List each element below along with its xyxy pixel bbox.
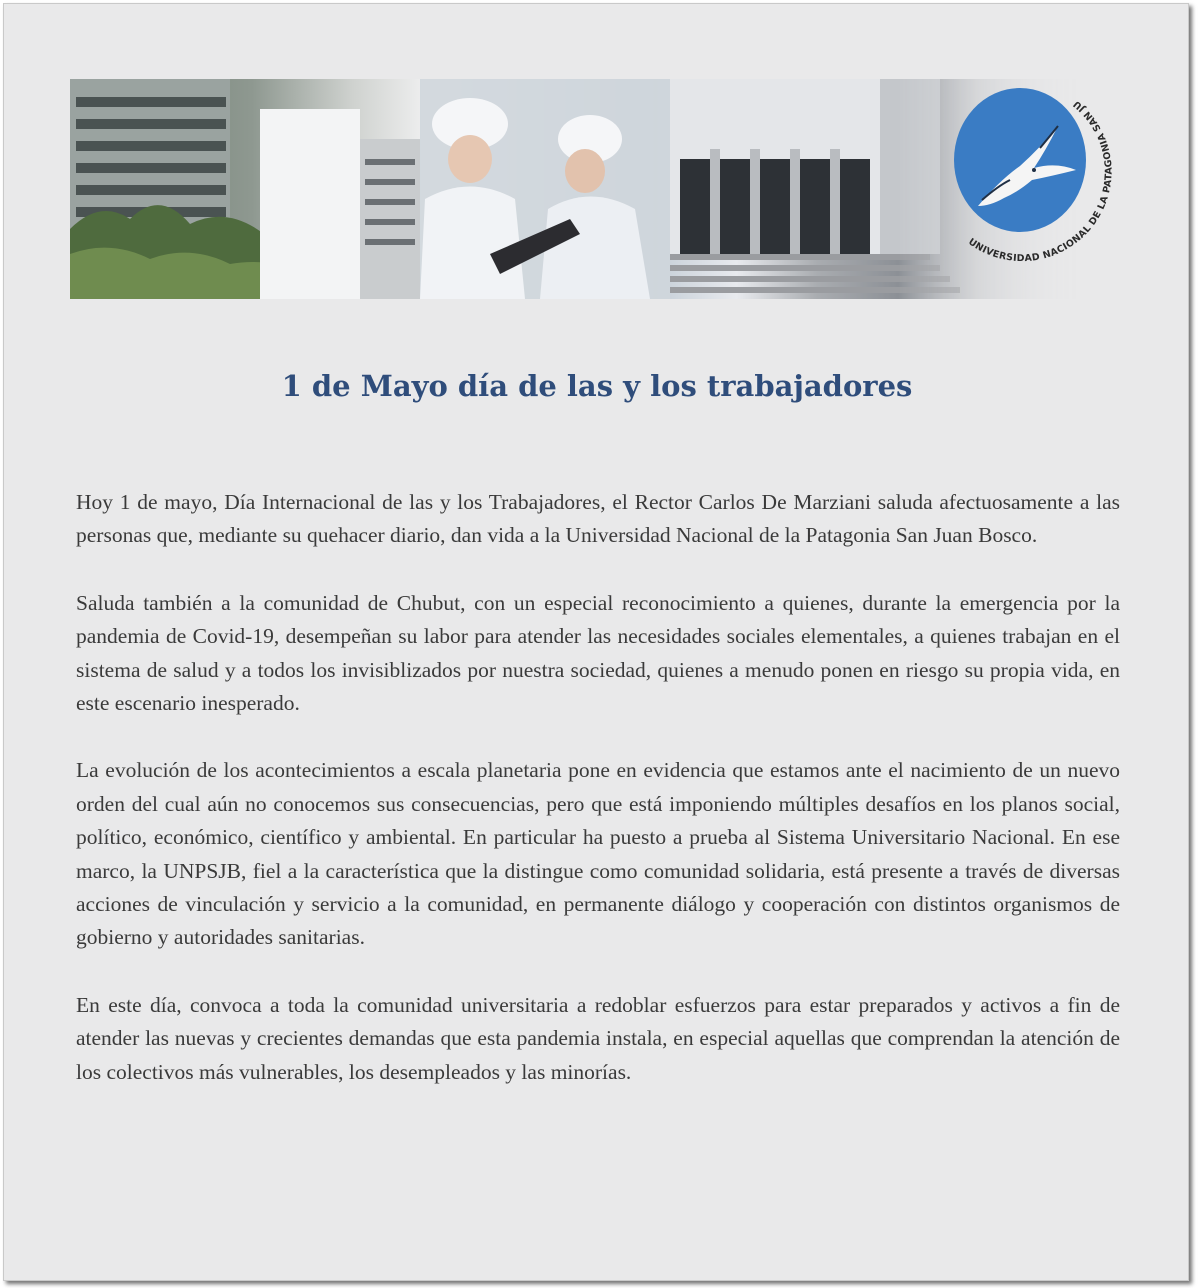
paragraph-context: La evolución de los acontecimientos a escala planetaria pone en evidencia que estamos ante el nacimiento de un nuevo orden del cual aún no conocemos sus consecuencias, pero que está imponiendo múltiples desafíos en los planos social, político, económico, científico y ambiental. En particular ha puesto a prueba al Sistema Universitario Nacional. En ese marco, la UNPSJB, fiel a la característica que la distingue como comunidad solidaria, está presente a través de diversas acciones de vinculación y servicio a la comunidad, en permanente diálogo y cooperación con distintos organismos de gobierno y autoridades sanitarias. xyxy=(76,758,1120,950)
document-page xyxy=(3,3,1189,1281)
header-banner xyxy=(70,75,1085,299)
logo-text: UNIVERSIDAD NACIONAL DE LA PATAGONIA SAN JU xyxy=(966,98,1115,265)
paragraph-greeting: Hoy 1 de mayo, Día Internacional de las y los Trabajadores, el Rector Carlos De Marziani saluda afectuosamente a las personas que, mediante su quehacer diario, dan vida a la Universidad Nacional de la Patagonia San Juan Bosco. xyxy=(76,490,1120,548)
collage-illustration xyxy=(70,79,1080,299)
page-title: 1 de Mayo día de las y los trabajadores xyxy=(281,369,913,403)
paragraph-community: Saluda también a la comunidad de Chubut, con un especial reconocimiento a quienes, durante la emergencia por la pandemia de Covid-19, desempeñan su labor para atender las necesidades sociales elementales, a quienes trabajan en el sistema de salud y a todos los invisiblizados por nuestra sociedad, quienes a menudo ponen en riesgo su propia vida, en este escenario inesperado. xyxy=(76,590,1120,716)
article-body xyxy=(76,486,1120,1123)
campus-photo-collage xyxy=(70,79,1080,299)
paragraph-call: En este día, convoca a toda la comunidad universitaria a redoblar esfuerzos para estar preparados y activos a fin de atender las nuevas y crecientes demandas que esta pandemia instala, en especial aquellas que comprendan la atención de los colectivos más vulnerables, los desempleados y las minorías. xyxy=(76,992,1120,1084)
university-logo xyxy=(948,88,1120,278)
